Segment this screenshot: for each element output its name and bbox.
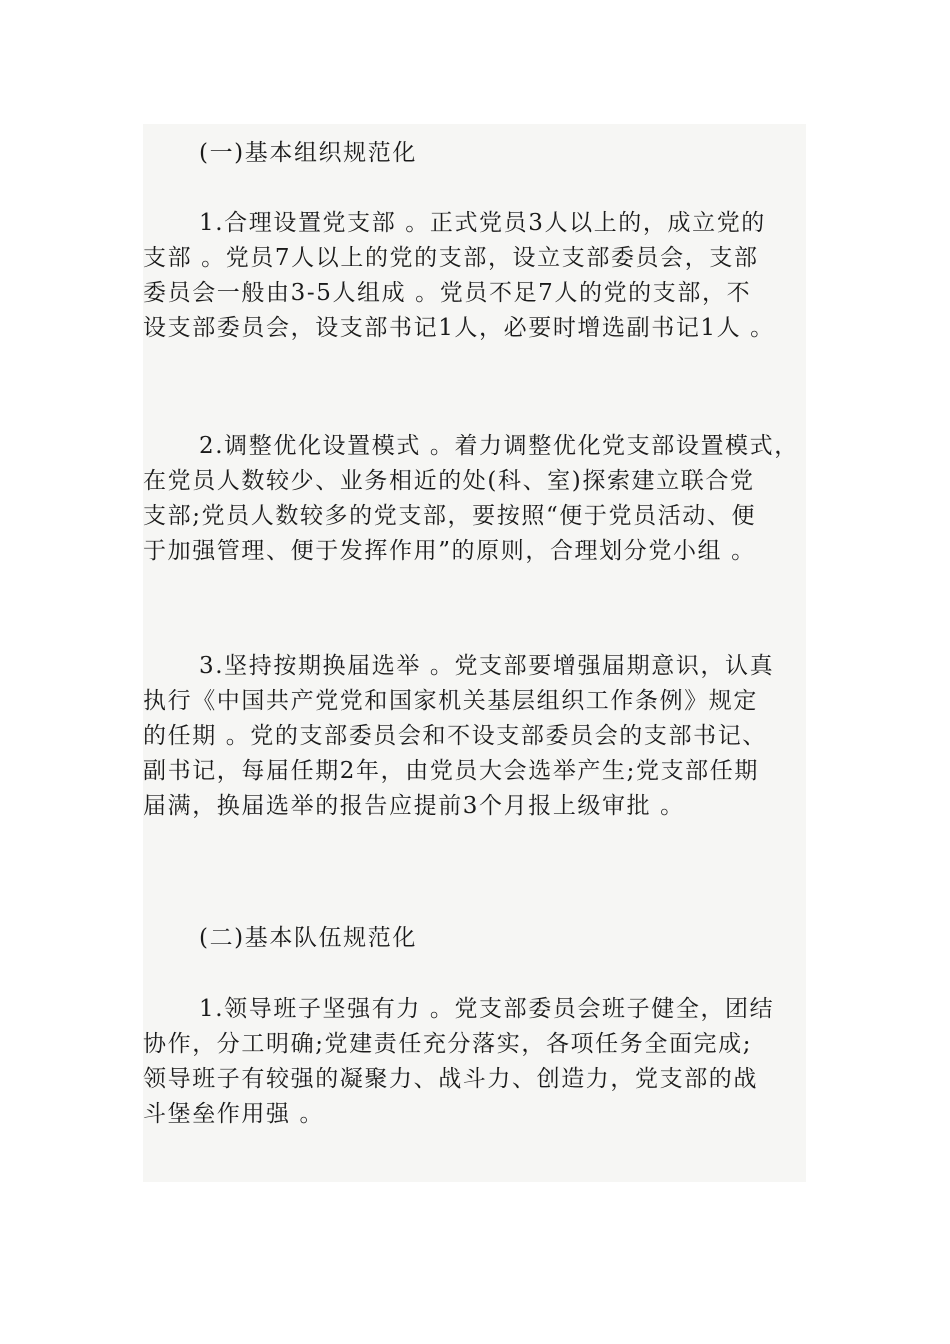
paragraph-1-3: [143, 649, 806, 824]
paragraph-line: 3.坚持按期换届选举 。党支部要增强届期意识，认真: [199, 653, 775, 679]
paragraph-line: 届满，换届选举的报告应提前3个月报上级审批 。: [143, 793, 685, 819]
paragraph-line: 设支部委员会，设支部书记1人，必要时增选副书记1人 。: [143, 315, 775, 341]
paragraph-line: 在党员人数较少、业务相近的处(科、室)探索建立联合党: [143, 468, 755, 494]
paragraph-line: 支部 。党员7人以上的党的支部，设立支部委员会，支部: [143, 245, 759, 271]
paragraph-1-1: [143, 206, 806, 346]
paragraph-1-2: [143, 429, 806, 569]
paragraph-line: 协作，分工明确;党建责任充分落实，各项任务全面完成;: [143, 1031, 753, 1057]
paragraph-line: 斗堡垒作用强 。: [143, 1101, 325, 1127]
paragraph-line: 委员会一般由3-5人组成 。党员不足7人的党的支部，不: [143, 280, 752, 306]
paragraph-line: 副书记，每届任期2年，由党员大会选举产生;党支部任期: [143, 758, 759, 784]
paragraph-line: 的任期 。党的支部委员会和不设支部委员会的支部书记、: [143, 723, 767, 749]
paragraph-line: 领导班子有较强的凝聚力、战斗力、创造力，党支部的战: [143, 1066, 758, 1092]
paragraph-line: 1.合理设置党支部 。正式党员3人以上的，成立党的: [199, 210, 766, 236]
paragraph-2-1: [143, 992, 806, 1132]
paragraph-line: 2.调整优化设置模式 。着力调整优化党支部设置模式，: [199, 433, 799, 459]
section-heading-1: [143, 136, 862, 171]
document-content: [143, 124, 806, 1182]
heading-text: (一)基本组织规范化: [199, 140, 417, 166]
section-heading-2: [143, 921, 862, 956]
paragraph-line: 1.领导班子坚强有力 。党支部委员会班子健全，团结: [199, 996, 775, 1022]
paragraph-line: 于加强管理、便于发挥作用”的原则，合理划分党小组 。: [143, 538, 756, 564]
paragraph-line: 支部;党员人数较多的党支部，要按照“便于党员活动、便: [143, 503, 757, 529]
paragraph-line: 执行《中国共产党党和国家机关基层组织工作条例》规定: [143, 688, 758, 714]
heading-text: (二)基本队伍规范化: [199, 925, 417, 951]
